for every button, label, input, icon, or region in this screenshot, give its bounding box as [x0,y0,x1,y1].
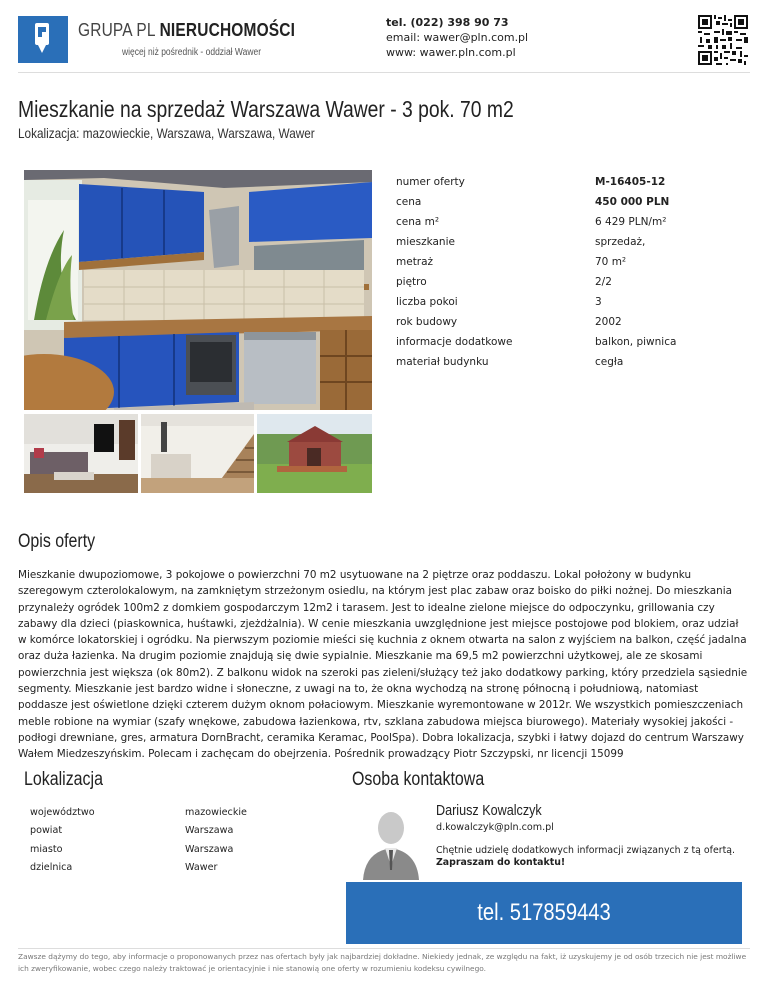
agent-phone: tel. 517859443 [477,899,611,926]
detail-value: 2002 [595,316,622,328]
location-heading: Lokalizacja [24,769,103,790]
detail-label: rok budowy [396,316,458,328]
detail-label: informacje dodatkowe [396,336,513,348]
brand-tagline: więcej niż pośrednik - oddział Wawer [122,47,262,58]
description-text: Mieszkanie dwupoziomowe, 3 pokojowe o powierzchni 70 m2 usytuowane na 2 piętrze oraz poddaszu. Lokal położony w budynku szeregowym czterolokalowym, na zamkniętym strzeżonym osiedlu, na którym jest plac zabaw oraz boisko do piłki nożnej. Do mieszkania przynależy ogródek 100m2 z domkiem gospodarczym 12m2 i tarasem. Jest to idealne zielone miejsce do odpoczynku, grillowania czy zabawy dla dzieci (piaskownica, huśtawki, zjeżdżalnia). W cenie mieszkania uwzględnione jest miejsce postojowe pod blokiem, oraz udział w komórce lokatorskiej i ogródku. Na pierwszym poziomie mieści się kuchnia z oknem otwarta na salon z wyjściem na balkon, część jadalna oraz duża łazienka. Na drugim poziomie znajdują się dwie sypialnie. Mieszkanie ma 69,5 m2 powierzchni użytkowej, ale ze skosami powierzchnia jest większa (ok 80m2). Z balkonu widok na szeroki pas zieleni/służący też jako dodatkowy parking, który przedziela sąsiednie segmenty. Mieszkanie jest bardzo widne i słoneczne, z uwagi na to, że okna wychodzą na stronę północną i południową, natomiast poddasze jest oświetlone dzięki czterem dużym oknom połaciowym. Mieszkanie wyremontowane w 2012r. We wszystkich pomieszczeniach meble robione na wymiar (szafy wnękowe, zabudowa łazienkowa, rtv, szklana zabudowa miejsca biurowego). Materiały wysokiej jakości - podłogi drewniane, gres, armatura DornBracht, ceramika Keramac, PoolSpa). Dobra lokalizacja, szybki i łatwy dojazd do centrum Warszawy Wałem Miedzeszyńskim. Polecam i zachęcam do obejrzenia. Pośrednik prowadzący Piotr Szczypski, nr licencji 15099 [18,569,748,761]
detail-label: cena [396,196,422,208]
detail-value: cegła [595,356,624,368]
header-divider [18,72,750,73]
agent-phone-box[interactable] [346,882,742,944]
detail-row [396,172,748,192]
garden-photo-image [257,414,372,493]
location-row [30,803,330,822]
brand-name: GRUPA PL NIERUCHOMOŚCI [78,20,296,40]
location-row [30,822,330,841]
office-contact [386,15,528,60]
detail-value: sprzedaż, [595,236,646,248]
logo-pin-icon [32,23,52,55]
detail-value: 6 429 PLN/m² [595,216,667,228]
agent-name: Dariusz Kowalczyk [436,802,542,819]
detail-row [396,192,748,212]
agent-note-cta: Zapraszam do kontaktu! [436,857,566,868]
living-room-photo-image [24,414,138,493]
location-value: Warszawa [185,843,234,855]
detail-row [396,272,748,292]
detail-value: 3 [595,296,602,308]
detail-value: 70 m² [595,256,627,268]
agent-note [436,845,746,869]
detail-label: cena m² [396,216,440,228]
agent-avatar [357,800,425,880]
detail-row [396,332,748,352]
office-website[interactable]: www: wawer.pln.com.pl [386,46,516,59]
listing-details [396,172,748,372]
thumbnail-living-room[interactable] [24,414,138,493]
location-label: powiat [30,825,63,837]
location-value: Wawer [185,862,218,874]
detail-value: balkon, piwnica [595,336,677,348]
detail-row [396,212,748,232]
detail-row [396,252,748,272]
company-logo [18,16,68,63]
location-label: dzielnica [30,862,73,874]
listing-title: Mieszkanie na sprzedaż Warszawa Wawer - 3 pok. 70 m2 [18,96,514,122]
detail-label: metraż [396,256,434,268]
detail-row [396,232,748,252]
detail-row [396,292,748,312]
disclaimer-text: Zawsze dążymy do tego, aby informacje o proponowanych przez nas ofertach były jak najbardziej dokładne. Niekiedy jednak, ze względu na fakt, iż uzyskujemy je od osób trzecich nie jest możliwe ich zweryfikowanie, wobec czego należy traktować je orientacyjnie i nie stanowią one oferty w rozumieniu kodeksu cywilnego. [18,952,747,973]
footer-divider [18,948,750,949]
detail-label: mieszkanie [396,236,455,248]
detail-row [396,312,748,332]
detail-row [396,352,748,372]
location-value: Warszawa [185,825,234,837]
location-label: województwo [30,806,95,818]
qr-code-icon [698,15,748,65]
detail-value: 2/2 [595,276,612,288]
kitchen-photo-image [24,170,372,410]
location-row [30,859,330,878]
location-table [30,803,330,877]
main-photo-kitchen[interactable] [24,170,372,410]
office-email[interactable]: email: wawer@pln.com.pl [386,31,529,44]
agent-note-text: Chętnie udzielę dodatkowych informacji związanych z tą ofertą. [436,845,735,856]
detail-label: liczba pokoi [396,296,458,308]
detail-label: numer oferty [396,176,465,188]
location-value: mazowieckie [185,806,247,818]
detail-value: M-16405-12 [595,176,666,188]
thumbnail-garden-house[interactable] [257,414,372,493]
stairs-photo-image [141,414,254,493]
location-label: miasto [30,843,63,855]
detail-value: 450 000 PLN [595,196,670,208]
agent-email[interactable]: d.kowalczyk@pln.com.pl [436,822,554,833]
detail-label: piętro [396,276,427,288]
office-phone[interactable]: tel. (022) 398 90 73 [386,16,509,29]
contact-heading: Osoba kontaktowa [352,769,485,790]
detail-label: materiał budynku [396,356,489,368]
thumbnail-stairs[interactable] [141,414,254,493]
location-row [30,840,330,859]
listing-location-line: Lokalizacja: mazowieckie, Warszawa, Warszawa, Wawer [18,125,315,141]
description-heading: Opis oferty [18,531,96,552]
